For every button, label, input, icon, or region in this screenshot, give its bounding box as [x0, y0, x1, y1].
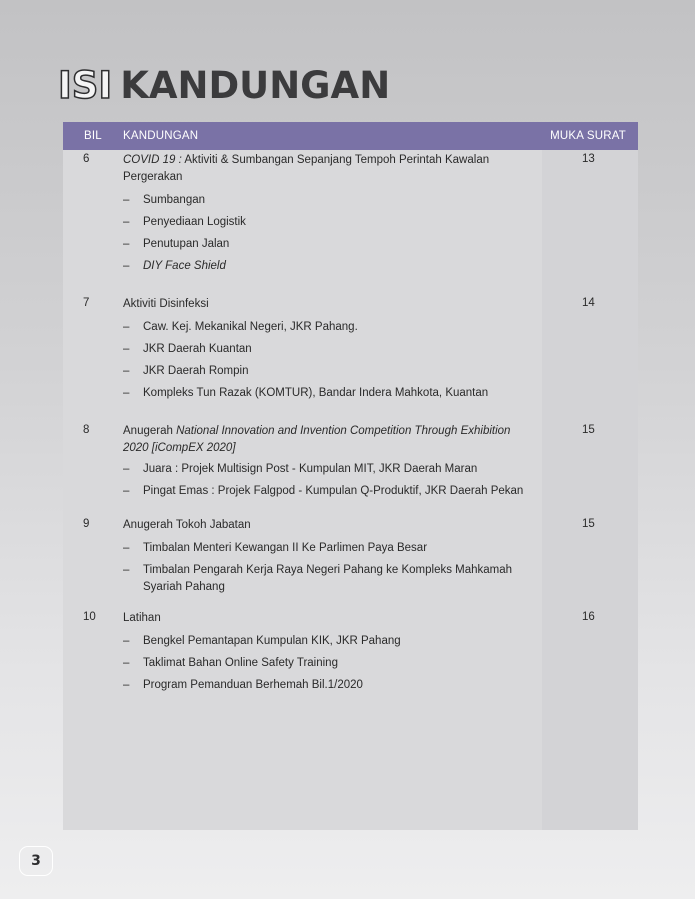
list-item: – JKR Daerah Kuantan	[123, 343, 252, 355]
row-title-text: Aktiviti & Sumbangan Sepanjang Tempoh Perintah Kawalan Pergerakan	[123, 154, 490, 183]
row-page: 16	[582, 611, 595, 623]
list-item: – JKR Daerah Rompin	[123, 365, 249, 377]
row-page: 14	[582, 297, 595, 309]
list-item: – Penutupan Jalan	[123, 238, 230, 250]
row-title-text: Anugerah	[123, 425, 177, 437]
title-main: KANDUNGAN	[120, 64, 391, 107]
row-title: Latihan	[123, 612, 161, 624]
row-bil: 7	[83, 297, 90, 309]
page-title	[58, 64, 390, 108]
contents-table	[63, 122, 638, 830]
header-bil: BIL	[84, 130, 102, 142]
list-item: – Taklimat Bahan Online Safety Training	[123, 657, 338, 669]
row-title-italic: COVID 19 :	[123, 154, 182, 166]
row-title-italic: National Innovation and Invention Competition Through Exhibition 2020 [iCompEX 2020]	[123, 425, 511, 454]
list-item: – Bengkel Pemantapan Kumpulan KIK, JKR Pahang	[123, 635, 401, 647]
title-prefix: ISI	[58, 64, 113, 107]
row-bil: 8	[83, 424, 90, 436]
page-column	[542, 150, 638, 830]
list-item: – Program Pemanduan Berhemah Bil.1/2020	[123, 679, 363, 691]
list-item: – Juara : Projek Multisign Post - Kumpulan MIT, JKR Daerah Maran	[123, 463, 478, 475]
row-title	[123, 152, 528, 186]
row-title	[123, 423, 528, 457]
row-page: 13	[582, 153, 595, 165]
list-item: – Penyediaan Logistik	[123, 216, 246, 228]
row-bil: 9	[83, 518, 90, 530]
header-muka-surat: MUKA SURAT	[550, 130, 626, 142]
list-item: – Timbalan Menteri Kewangan II Ke Parlimen Paya Besar	[123, 542, 428, 554]
list-item: – Sumbangan	[123, 194, 206, 206]
row-bil: 6	[83, 153, 90, 165]
header-kandungan: KANDUNGAN	[123, 130, 199, 142]
list-item: – DIY Face Shield	[123, 260, 226, 272]
row-page: 15	[582, 424, 595, 436]
page-number: 3	[31, 853, 41, 869]
list-item: – Kompleks Tun Razak (KOMTUR), Bandar Indera Mahkota, Kuantan	[123, 387, 489, 399]
row-bil: 10	[83, 611, 96, 623]
list-item: – Timbalan Pengarah Kerja Raya Negeri Pahang ke Kompleks Mahkamah Syariah Pahang	[123, 564, 513, 593]
row-title: Aktiviti Disinfeksi	[123, 298, 209, 310]
list-item: – Caw. Kej. Mekanikal Negeri, JKR Pahang.	[123, 321, 358, 333]
table-header	[63, 122, 638, 150]
row-title: Anugerah Tokoh Jabatan	[123, 519, 251, 531]
page-number-badge	[19, 846, 53, 876]
list-item: – Pingat Emas : Projek Falgpod - Kumpulan Q-Produktif, JKR Daerah Pekan	[123, 485, 524, 497]
row-page: 15	[582, 518, 595, 530]
